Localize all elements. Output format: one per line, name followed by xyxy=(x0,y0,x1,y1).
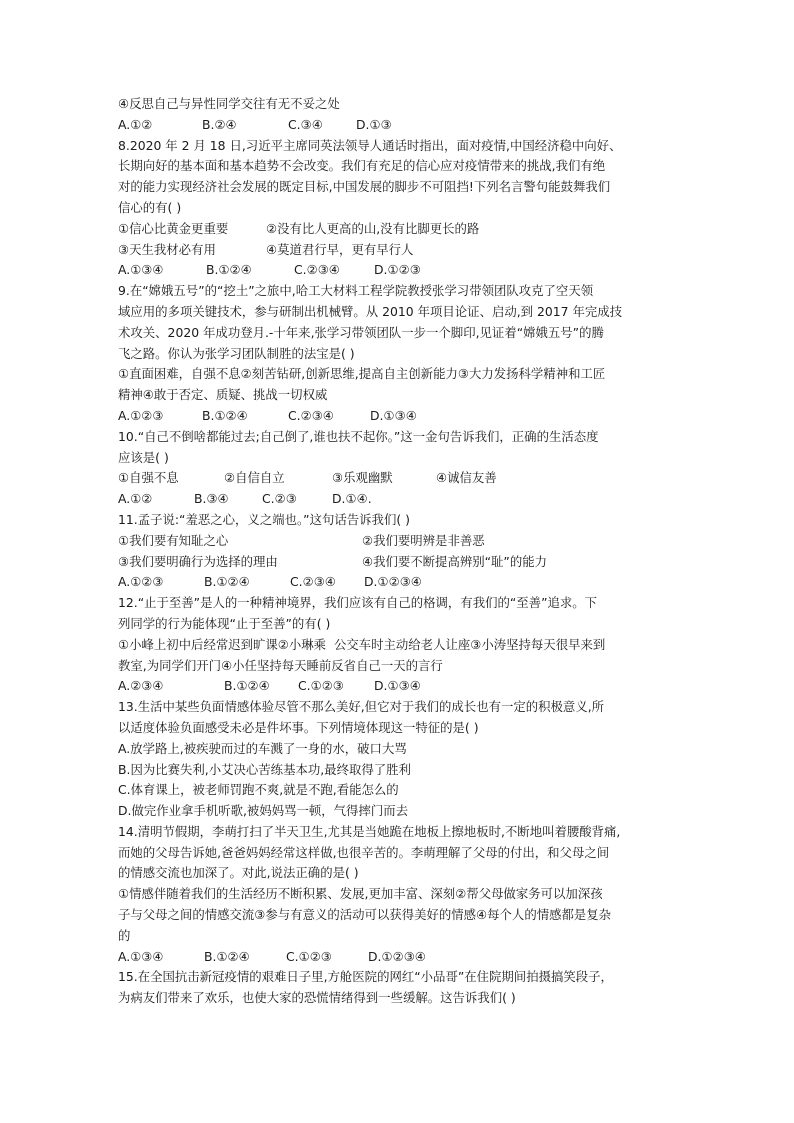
statement-line: ①小峰上初中后经常迟到旷课②小琳乘 公交车时主动给老人让座③小涛坚持每天很早来到 xyxy=(118,636,606,652)
question-stem-line: 以适度体验负面感受未必是件坏事。下列情境体现这一特征的是( ) xyxy=(118,719,479,735)
choice-a[interactable]: A.放学路上,被疾驶而过的车溅了一身的水，破口大骂 xyxy=(118,740,407,756)
choice-b[interactable]: B.因为比赛失利,小艾决心苦练基本功,最终取得了胜利 xyxy=(118,761,411,777)
statement-line: ①情感伴随着我们的生活经历不断积累、发展,更加丰富、深刻②帮父母做家务可以加深孩 xyxy=(118,886,603,902)
statement-1: ①我们要有知耻之心 xyxy=(118,532,229,548)
option-c[interactable]: C.①②③ xyxy=(298,678,344,694)
statement-1: ①信心比黄金更重要 xyxy=(118,220,229,236)
statement-row xyxy=(118,468,678,489)
question-11 xyxy=(118,510,678,593)
question-stem-line: 飞之路。你认为张学习团队制胜的法宝是( ) xyxy=(118,345,355,361)
statement-line: 的 xyxy=(118,927,131,943)
statement-row xyxy=(118,552,678,573)
option-a[interactable]: A.①③④ xyxy=(118,262,164,278)
statement-2: ②我们要明辨是非善恶 xyxy=(362,532,485,548)
answer-options xyxy=(118,115,678,136)
option-a[interactable]: A.①②③ xyxy=(118,407,164,423)
statement-1: ①自强不息 xyxy=(118,470,179,486)
option-a[interactable]: A.①② xyxy=(118,116,153,132)
question-stem-line: 对的能力实现经济社会发展的既定目标,中国发展的脚步不可阻挡!下列名言警句能鼓舞我们 xyxy=(118,179,611,195)
question-stem-line: 10.“自己不倒啥都能过去;自己倒了,谁也扶不起你。”这一金句告诉我们，正确的生活态度 xyxy=(118,428,599,444)
option-c[interactable]: C.②③④ xyxy=(288,407,334,423)
statement-line: 教室,为同学们开门④小任坚持每天睡前反省自己一天的言行 xyxy=(118,657,443,673)
option-d[interactable]: D.①④. xyxy=(332,491,372,507)
option-d[interactable]: D.①③④ xyxy=(374,678,421,694)
question-stem-line: 13.生活中某些负面情感体验尽管不那么美好,但它对于我们的成长也有一定的积极意义,所 xyxy=(118,699,605,715)
option-d[interactable]: D.①②③ xyxy=(374,262,421,278)
statement-row xyxy=(118,219,678,240)
answer-options xyxy=(118,489,678,510)
question-7-tail xyxy=(118,94,678,136)
question-stem-line: 8.2020 年 2 月 18 日,习近平主席同英法领导人通话时指出，面对疫情,中国经济稳中向好、 xyxy=(118,137,622,153)
option-b[interactable]: B.①②④ xyxy=(204,948,250,964)
question-stem-line: 信心的有( ) xyxy=(118,199,182,215)
option-a[interactable]: A.②③④ xyxy=(118,678,164,694)
statement-row xyxy=(118,531,678,552)
answer-options xyxy=(118,676,678,697)
question-stem-line: 15.在全国抗击新冠疫情的艰难日子里,方舱医院的网红“小品哥”在住院期间拍摄搞笑段子， xyxy=(118,969,613,985)
answer-options xyxy=(118,947,678,968)
statement-4: ④反思自己与异性同学交往有无不妥之处 xyxy=(118,96,340,111)
question-stem-line: 12.“止于至善”是人的一种精神境界，我们应该有自己的格调，有我们的“至善”追求。下 xyxy=(118,595,598,611)
option-b[interactable]: B.③④ xyxy=(194,491,229,507)
exam-page xyxy=(118,94,678,1009)
option-b[interactable]: B.②④ xyxy=(202,116,237,132)
statement-line: 精神④敢于否定、质疑、挑战一切权威 xyxy=(118,387,328,403)
statement-line: 子与父母之间的情感交流③参与有意义的活动可以获得美好的情感④每个人的情感都是复杂 xyxy=(118,907,612,923)
statement-2: ②没有比人更高的山,没有比脚更长的路 xyxy=(266,220,480,236)
option-c[interactable]: C.②③④ xyxy=(294,262,340,278)
question-stem-line: 而她的父母告诉她,爸爸妈妈经常这样做,也很辛苦的。李萌理解了父母的付出，和父母之间 xyxy=(118,844,610,860)
answer-options xyxy=(118,406,678,427)
question-9 xyxy=(118,281,678,427)
question-stem-line: 列同学的行为能体现“止于至善”的有( ) xyxy=(118,615,331,631)
question-8 xyxy=(118,136,678,282)
statement-4: ④诚信友善 xyxy=(436,470,497,486)
option-d[interactable]: D.①②③④ xyxy=(368,948,426,964)
option-d[interactable]: D.①③ xyxy=(356,116,392,132)
option-d[interactable]: D.①②③④ xyxy=(364,574,422,590)
question-stem-line: 域应用的多项关键技术，参与研制出机械臂。从 2010 年项目论证、启动,到 2017 年完成技 xyxy=(118,303,623,319)
statement-3: ③乐观幽默 xyxy=(332,470,393,486)
question-stem-line: 11.孟子说:“羞恶之心，义之端也。”这句话告诉我们( ) xyxy=(118,511,410,527)
question-12 xyxy=(118,593,678,697)
option-c[interactable]: C.①②③ xyxy=(286,948,332,964)
question-stem-line: 术攻关、2020 年成功登月.-十年来,张学习带领团队一步一个脚印,见证着“嫦娥五号”的腾 xyxy=(118,324,604,340)
question-stem-line: 应该是( ) xyxy=(118,449,169,465)
statement-2: ②自信自立 xyxy=(224,470,285,486)
statement-4: ④我们要不断提高辨别“耻”的能力 xyxy=(362,553,548,569)
statement-line: ①直面困难，自强不息②刻苦钻研,创新思维,提高自主创新能力③大力发扬科学精神和工匠 xyxy=(118,366,606,382)
choice-c[interactable]: C.体育课上，被老师罚跑不爽,就是不跑,看能怎么的 xyxy=(118,782,399,798)
option-b[interactable]: B.①②④ xyxy=(224,678,270,694)
option-c[interactable]: C.②③④ xyxy=(290,574,336,590)
option-d[interactable]: D.①③④ xyxy=(370,407,417,423)
option-a[interactable]: A.①② xyxy=(118,491,153,507)
question-15 xyxy=(118,967,678,1009)
option-a[interactable]: A.①②③ xyxy=(118,574,164,590)
question-13 xyxy=(118,697,678,822)
question-stem-line: 9.在“嫦娥五号”的“挖土”之旅中,哈工大材料工程学院教授张学习带领团队攻克了空天领 xyxy=(118,283,594,299)
question-14 xyxy=(118,822,678,968)
question-stem-line: 长期向好的基本面和基本趋势不会改变。我们有充足的信心应对疫情带来的挑战,我们有绝 xyxy=(118,158,606,174)
answer-options xyxy=(118,260,678,281)
option-c[interactable]: C.③④ xyxy=(288,116,323,132)
option-c[interactable]: C.②③ xyxy=(262,491,297,507)
option-a[interactable]: A.①③④ xyxy=(118,948,164,964)
statement-4: ④莫道君行早，更有早行人 xyxy=(266,241,414,257)
option-b[interactable]: B.①②④ xyxy=(206,262,252,278)
question-stem-line: 为病友们带来了欢乐，也使大家的恐慌情绪得到一些缓解。这告诉我们( ) xyxy=(118,990,516,1006)
question-stem-line: 14.清明节假期，李萌打扫了半天卫生,尤其是当她跪在地板上擦地板时,不断地叫着腰酸背痛, xyxy=(118,823,621,839)
option-b[interactable]: B.①②④ xyxy=(202,407,248,423)
choice-d[interactable]: D.做完作业拿手机听歌,被妈妈骂一顿，气得摔门而去 xyxy=(118,803,409,819)
statement-row xyxy=(118,240,678,261)
statement-3: ③我们要明确行为选择的理由 xyxy=(118,553,278,569)
statement-3: ③天生我材必有用 xyxy=(118,241,216,257)
question-10 xyxy=(118,427,678,510)
answer-options xyxy=(118,572,678,593)
question-stem-line: 的情感交流也加深了。对此,说法正确的是( ) xyxy=(118,865,359,881)
option-b[interactable]: B.①②④ xyxy=(204,574,250,590)
